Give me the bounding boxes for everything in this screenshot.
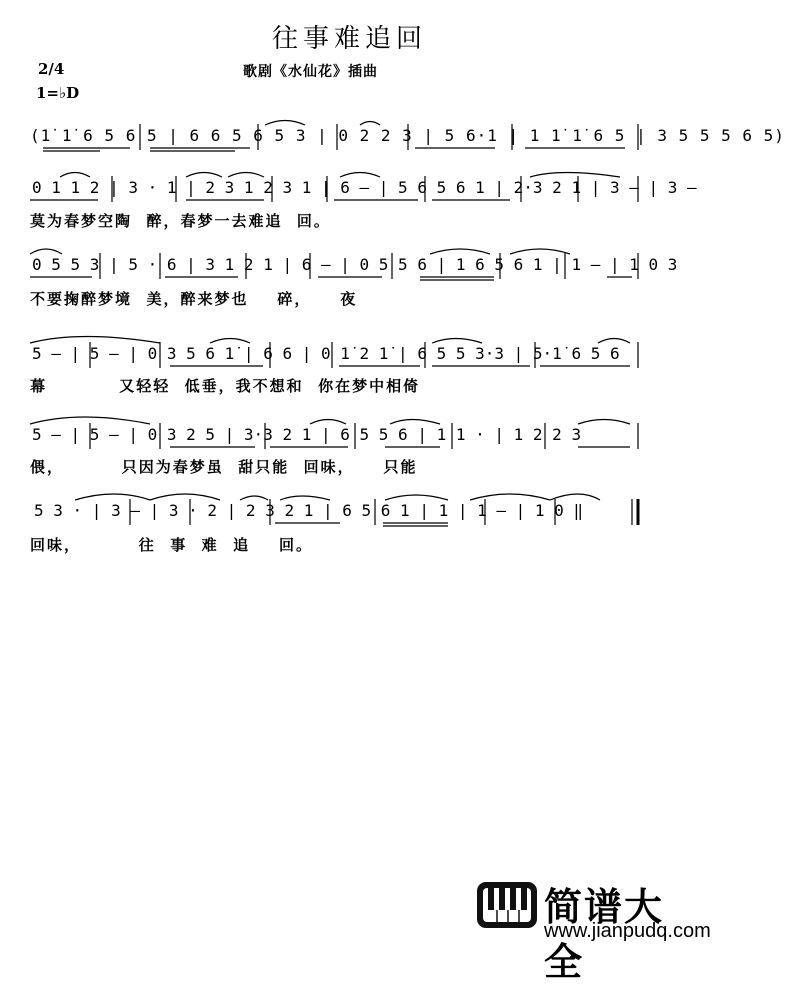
notation-line: 5 3 · | 3 – | 3 · 2 | 2 3 2 1 | 6 5 6 1 | 1 | 1 – | 1 0 ‖	[34, 501, 584, 520]
notation-line: 5 – | 5 – | 0 3 5 6 1̇ | 6 6 | 0 1̇ 2 1̇ | 6 5 5 3·3 | 5·1̇ 6 5 6	[32, 344, 620, 363]
notation-line: 0 1 1 2 | 3 · 1 | 2 3 1 2 3 1 | 6 – | 5 6 5 6 1 | 2·3 2 1 | 3 – | 3 –	[32, 178, 697, 197]
watermark-domain: www.jianpudq.com	[544, 920, 711, 942]
notation-line: 5 – | 5 – | 0 3 2 5 | 3·3 2 1 | 6 5 5 6 | 1 1 · | 1 2 2 3	[32, 425, 582, 444]
lyric-line: 回味， 往 事 难 追 回。	[30, 536, 313, 554]
time-signature: 2/4	[38, 60, 65, 78]
piano-keys-icon	[477, 882, 537, 928]
page-title: 往事难追回	[271, 24, 427, 54]
lyric-line: 莫为春梦空陶 醉，春梦一去难追 回。	[30, 212, 331, 230]
watermark-logo	[472, 874, 711, 984]
watermark-brand: 简谱大全	[544, 885, 665, 984]
lyric-line: 幕 又轻轻 低垂，我不想和 你在梦中相倚	[30, 377, 421, 395]
lyric-line: 偎， 只因为春梦虽 甜只能 回味， 只能	[30, 458, 418, 476]
lyric-line: 不要掬醉梦境 美，醉来梦也 碎， 夜	[30, 290, 358, 308]
notation-line: 0 5 5 3 | 5 · 6 | 3 1 2 1 | 6 – | 0 5 5 6 | 1 6 5 6 1 | 1 – | 1 0 3	[32, 255, 678, 274]
subtitle: 歌剧《水仙花》插曲	[243, 64, 378, 80]
key-signature: 1=♭D	[36, 84, 80, 102]
notation-line: (1̇ 1̇ 6 5 6 5 | 6 6 5 6 5 3 | 0 2 2 3 | 5 6·1 | 1 1̇ 1̇ 6 5 | 3 5 5 5 6 5)	[30, 126, 785, 145]
